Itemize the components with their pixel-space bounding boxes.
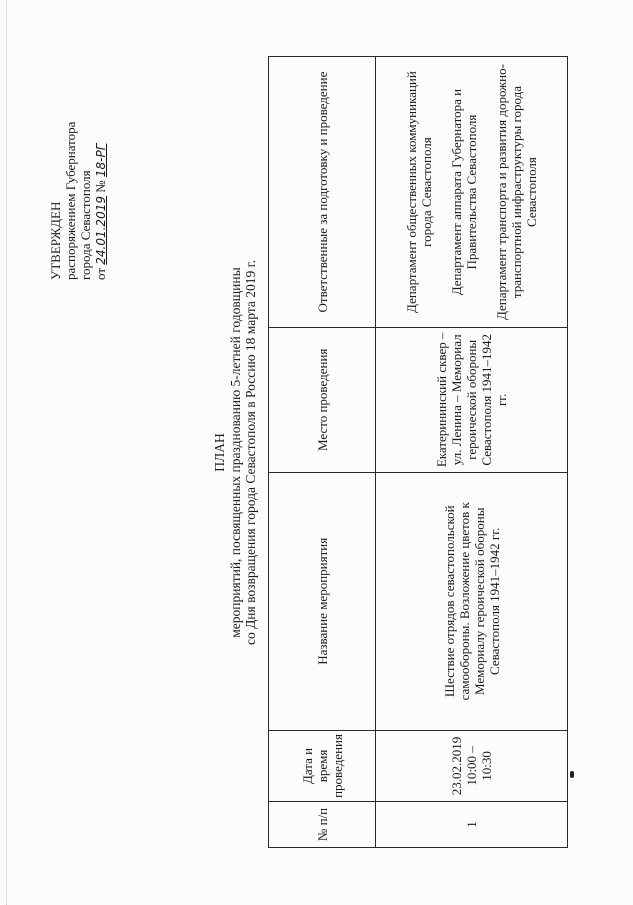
cell-num: 1 <box>376 801 568 847</box>
header-place: Место проведения <box>269 328 376 472</box>
header-num: № п/п <box>269 801 376 847</box>
cell-date: 23.02.2019 10:00 – 10:30 <box>376 731 568 802</box>
events-table <box>268 56 568 848</box>
responsible-3: Департамент транспорта и развития дорожно-транспортной инфраструктуры города Севастополя <box>494 64 539 321</box>
table-row <box>376 57 568 848</box>
approval-decree: распоряжением Губернатора <box>63 121 78 280</box>
cell-responsible <box>376 57 568 328</box>
approval-date-line <box>93 70 109 280</box>
document-subtitle-1: мероприятий, посвященных празднованию 5-летней годовщины <box>227 267 243 638</box>
approval-title: УТВЕРЖДЕН <box>48 201 63 280</box>
responsible-2: Департамент аппарата Губернатора и Правительства Севастополя <box>449 88 479 296</box>
document-title: ПЛАН <box>212 433 227 472</box>
approval-date-value: 24.01.2019 <box>94 196 108 265</box>
cell-place: Екатерининский сквер – ул. Ленина – Мемориал героической обороны Севастополя 1941–1942 гг. <box>376 328 568 472</box>
approval-stamp <box>48 70 109 280</box>
header-responsible: Ответственные за подготовку и проведение <box>269 57 376 328</box>
header-name: Название мероприятия <box>269 472 376 731</box>
header-date: Дата и время проведения <box>269 731 376 802</box>
document-heading <box>212 0 259 905</box>
ink-dot <box>570 771 574 778</box>
approval-date-prefix: от <box>93 267 108 280</box>
approval-number-sign: № <box>93 180 108 193</box>
approval-number-value: 18-РГ <box>94 143 108 178</box>
cell-name: Шествие отрядов севастопольской самообороны. Возложение цветов к Мемориалу героической обороны Севастополя 1941–1942 гг. <box>376 472 568 731</box>
table-header-row <box>269 57 376 848</box>
document-subtitle-2: со Дня возвращения города Севастополя в Россию 18 марта 2019 г. <box>243 259 258 646</box>
responsible-1: Департамент общественных коммуникаций города Севастополя <box>404 71 434 313</box>
approval-city: города Севастополя <box>78 170 93 280</box>
